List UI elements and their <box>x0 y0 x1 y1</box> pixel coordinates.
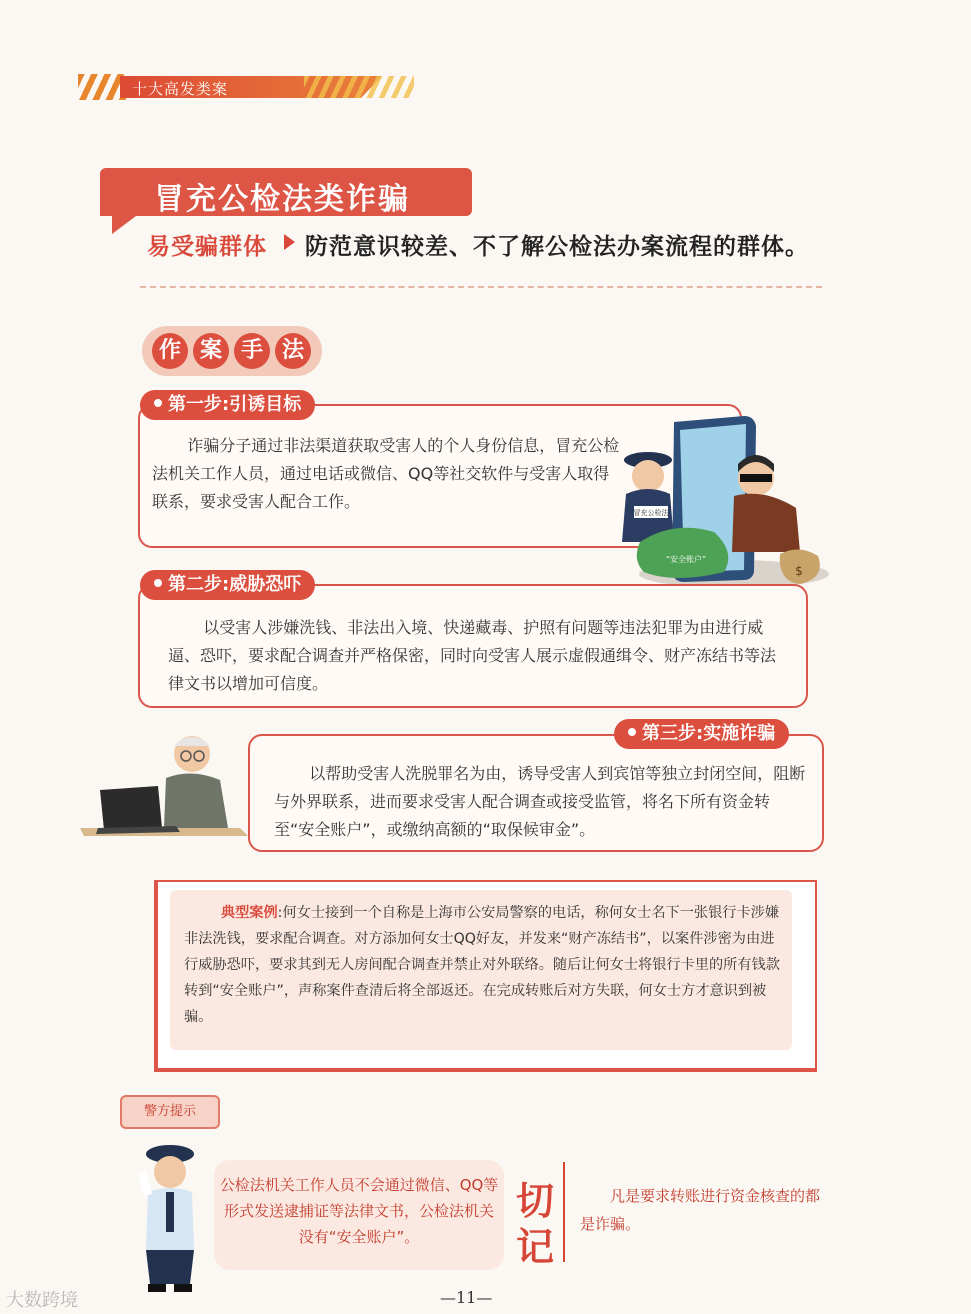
step-3-tag-label: 第三步:实施诈骗 <box>642 723 776 744</box>
police-officer-icon <box>130 1134 210 1294</box>
triangle-right-icon <box>284 234 295 250</box>
bullet-dot <box>154 399 162 407</box>
step-3-tag <box>614 719 789 749</box>
page-title: 冒充公检法类诈骗 <box>154 182 410 217</box>
tip-text: 公检法机关工作人员不会通过微信、QQ等形式发送逮捕证等法律文书，公检法机关没有“安全账户”。 <box>219 1176 499 1246</box>
step-1-tag-label: 第一步:引诱目标 <box>168 394 302 415</box>
dashed-divider <box>140 286 822 288</box>
section-banner <box>78 74 388 100</box>
method-char: 法 <box>275 333 311 369</box>
thief-icon <box>732 455 800 552</box>
banner-stripes-right <box>304 76 414 98</box>
step-2-tag <box>140 570 315 600</box>
case-text: :何女士接到一个自称是上海市公安局警察的电话，称何女士名下一张银行卡涉嫌非法洗钱，要求配合调查。对方添加何女士QQ好友，并发来“财产冻结书”，以案件涉密为由进行威胁恐吓，要求其到无人房间配合调查并禁止对外联络。随后让何女士将银行卡里的所有钱款转到“安全账户”，声称案件查清后将全部返还。在完成转账后对方失联，何女士方才意识到被骗。 <box>184 905 780 1025</box>
target-group-label: 易受骗群体 <box>147 234 267 260</box>
page-number: —11— <box>440 1288 493 1307</box>
banner-stripes <box>78 74 126 100</box>
case-paragraph <box>184 900 784 1030</box>
svg-text:$: $ <box>795 564 803 578</box>
bullet-dot <box>154 579 162 587</box>
method-char: 手 <box>234 333 270 369</box>
case-label: 典型案例 <box>220 905 278 921</box>
watermark-text: 大数跨境 <box>6 1290 78 1311</box>
step-1-tag <box>140 390 315 420</box>
target-group-text: 防范意识较差、不了解公检法办案流程的群体。 <box>305 234 809 260</box>
elderly-man-laptop-illustration <box>80 728 250 840</box>
method-char: 案 <box>193 333 229 369</box>
banner-title: 十大高发类案 <box>132 80 229 98</box>
police-badge-text: 冒充公检法 <box>633 509 669 517</box>
method-char: 作 <box>152 333 188 369</box>
step-2-text: 以受害人涉嫌洗钱、非法出入境、快递藏毒、护照有问题等违法犯罪为由进行威逼、恐吓，要求配合调查并严格保密，同时向受害人展示虚假通缉令、财产冻结书等法律文书以增加可信度。 <box>168 618 777 693</box>
remember-divider <box>563 1162 565 1262</box>
step-1-text: 诈骗分子通过非法渠道获取受害人的个人身份信息，冒充公检法机关工作人员，通过电话或微信、QQ等社交软件与受害人取得联系，要求受害人配合工作。 <box>152 436 620 511</box>
remember-label: 切记 <box>516 1178 555 1269</box>
police-tip-badge: 警方提示 <box>120 1095 220 1129</box>
bag-label: “安全账户” <box>665 555 707 564</box>
police-officer-icon <box>622 452 674 542</box>
scam-illustration <box>604 412 834 592</box>
step-3-text: 以帮助受害人洗脱罪名为由，诱导受害人到宾馆等独立封闭空间，阻断与外界联系，进而要求受害人配合调查或接受监管，将名下所有资金转至“安全账户”，或缴纳高额的“取保候审金”。 <box>274 764 806 839</box>
step-2-tag-label: 第二步:威胁恐吓 <box>168 574 302 595</box>
laptop-icon <box>100 786 162 830</box>
bullet-dot <box>628 728 636 736</box>
remember-text: 凡是要求转账进行资金核查的都是诈骗。 <box>580 1187 821 1233</box>
